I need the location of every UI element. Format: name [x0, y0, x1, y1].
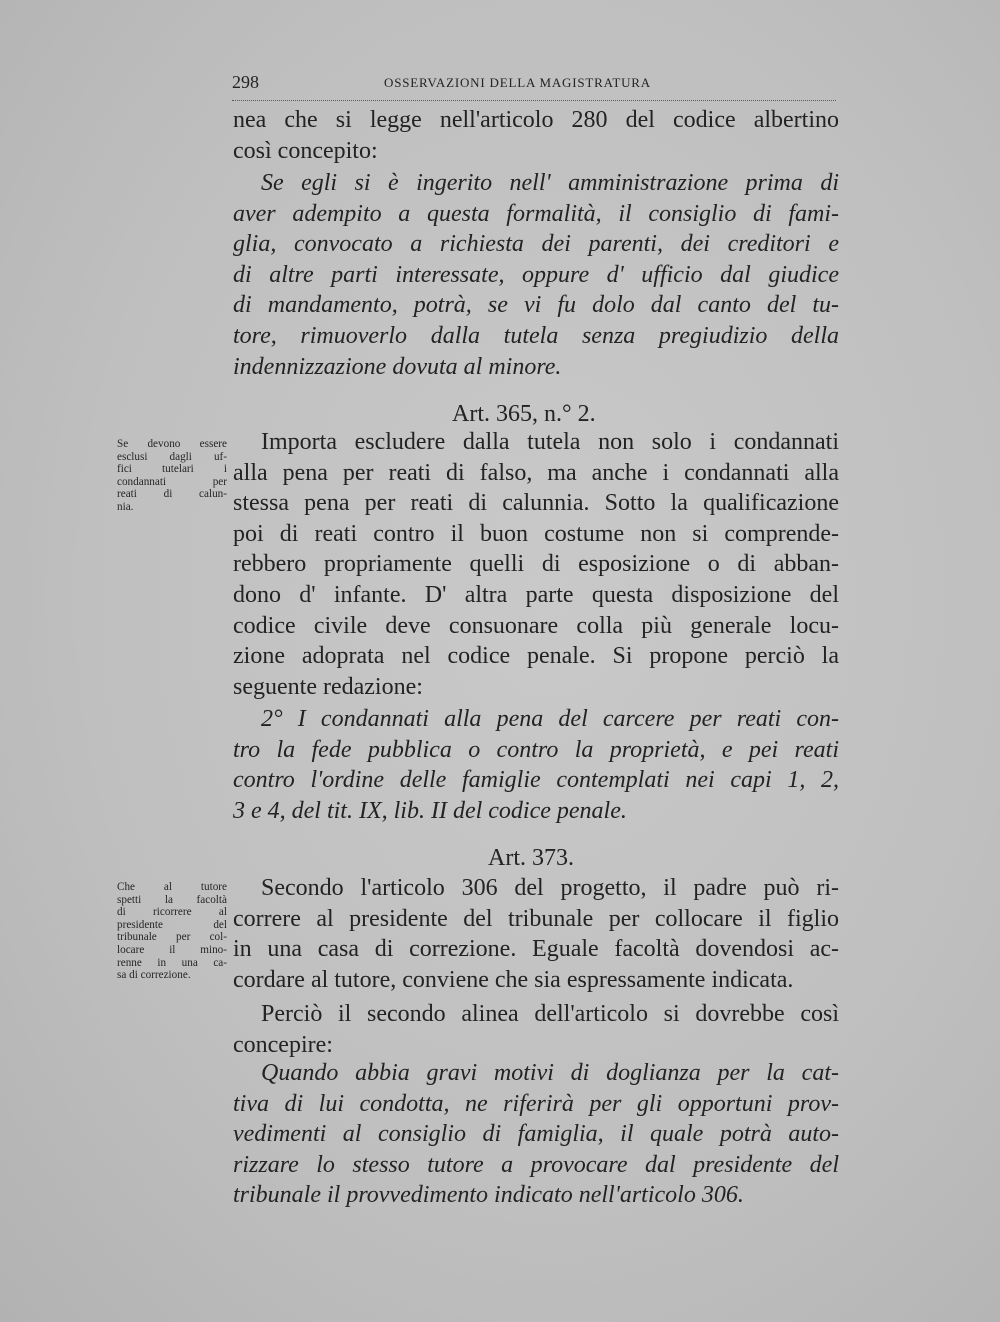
- text-line: Quando abbia gravi motivi di doglianza per la cat-: [261, 1060, 839, 1086]
- text-line: aver adempito a questa formalità, il consiglio di fami-: [233, 200, 839, 227]
- page-number: 298: [232, 72, 259, 92]
- text-line: zione adoprata nel codice penale. Si propone perciò la: [233, 643, 839, 670]
- text-line: 2° I condannati alla pena del carcere per reati con-: [261, 706, 839, 732]
- margin-note-line: tribunale per col-: [117, 931, 227, 944]
- margin-note-line: presidente del: [117, 918, 227, 931]
- text-line: di altre parti interessate, oppure d' ufficio dal giudice: [233, 261, 839, 288]
- margin-note-line: condannati per: [117, 475, 227, 488]
- margin-note-line: di ricorrere al: [117, 906, 227, 919]
- text-line: 3 e 4, del tit. IX, lib. II del codice penale.: [233, 797, 627, 824]
- text-line: Secondo l'articolo 306 del progetto, il padre può ri-: [261, 875, 839, 901]
- margin-note-line: esclusi dagli uf-: [117, 450, 227, 463]
- article-373-body: [233, 873, 839, 995]
- text-line: di mandamento, potrà, se vi fu dolo dal canto del tu-: [233, 292, 839, 319]
- text-line: tore, rimuoverlo dalla tutela senza pregiudizio della: [233, 322, 839, 349]
- quoted-article-280: [233, 168, 839, 382]
- text-line: nea che si legge nell'articolo 280 del codice albertino: [233, 107, 839, 133]
- text-line: codice civile deve consuonare colla più generale locu-: [233, 612, 839, 639]
- text-line: tribunale il provvedimento indicato nell'articolo 306.: [233, 1182, 744, 1209]
- margin-note-line: reati di calun-: [117, 488, 227, 501]
- text-line: indennizzazione dovuta al minore.: [233, 353, 562, 380]
- text-line: vedimenti al consiglio di famiglia, il quale potrà auto-: [233, 1121, 839, 1148]
- article-365-body: [233, 427, 839, 702]
- margin-note-art-373: [117, 881, 227, 982]
- text-line: Importa escludere dalla tutela non solo i condannati: [261, 429, 839, 455]
- article-373-proposed-text: [233, 1058, 839, 1211]
- text-line: contro l'ordine delle famiglie contemplati nei capi 1, 2,: [233, 767, 839, 794]
- text-line: tro la fede pubblica o contro la proprietà, e pei reati: [233, 736, 839, 763]
- text-line: in una casa di correzione. Eguale facoltà dovendosi ac-: [233, 936, 839, 963]
- text-line: cordare al tutore, conviene che sia espressamente indicata.: [233, 966, 794, 993]
- text-line: tiva di lui condotta, ne riferirà per gli opportuni prov-: [233, 1090, 839, 1117]
- margin-note-line: locare il mino-: [117, 943, 227, 956]
- article-heading-365: Art. 365, n.° 2.: [452, 401, 596, 427]
- margin-note-line: nia.: [117, 500, 134, 513]
- text-line: seguente redazione:: [233, 673, 423, 700]
- text-line: glia, convocato a richiesta dei parenti, dei creditori e: [233, 231, 839, 258]
- text-line: Perciò il secondo alinea dell'articolo si dovrebbe così: [261, 1001, 839, 1027]
- margin-note-art-365: [117, 438, 227, 514]
- text-line: poi di reati contro il buon costume non si comprende-: [233, 520, 839, 547]
- text-line: alla pena per reati di falso, ma anche i condannati alla: [233, 459, 839, 486]
- margin-note-line: Che al tutore: [117, 881, 227, 893]
- text-line: rebbero propriamente quelli di esposizione o di abban-: [233, 551, 839, 578]
- intro-paragraph: [233, 105, 839, 166]
- text-line: dono d' infante. D' altra parte questa disposizione del: [233, 581, 839, 608]
- text-line: così concepito:: [233, 137, 378, 164]
- margin-note-line: Se devono essere: [117, 438, 227, 450]
- margin-note-line: fici tutelari i: [117, 463, 227, 476]
- margin-note-line: spetti la facoltà: [117, 893, 227, 906]
- running-head: OSSERVAZIONI DELLA MAGISTRATURA: [384, 75, 651, 90]
- text-line: stessa pena per reati di calunnia. Sotto la qualificazione: [233, 490, 839, 517]
- page-header: [232, 72, 836, 101]
- text-line: rizzare lo stesso tutore a provocare dal presidente del: [233, 1151, 839, 1178]
- text-line: concepire:: [233, 1031, 333, 1058]
- article-heading-373: Art. 373.: [488, 845, 574, 871]
- margin-note-line: renne in una ca-: [117, 956, 227, 969]
- margin-note-line: sa di correzione.: [117, 969, 191, 982]
- article-365-proposed-text: [233, 704, 839, 826]
- text-line: correre al presidente del tribunale per collocare il figlio: [233, 905, 839, 932]
- text-line: Se egli si è ingerito nell' amministrazione prima di: [261, 170, 839, 196]
- article-373-body-2: [233, 999, 839, 1060]
